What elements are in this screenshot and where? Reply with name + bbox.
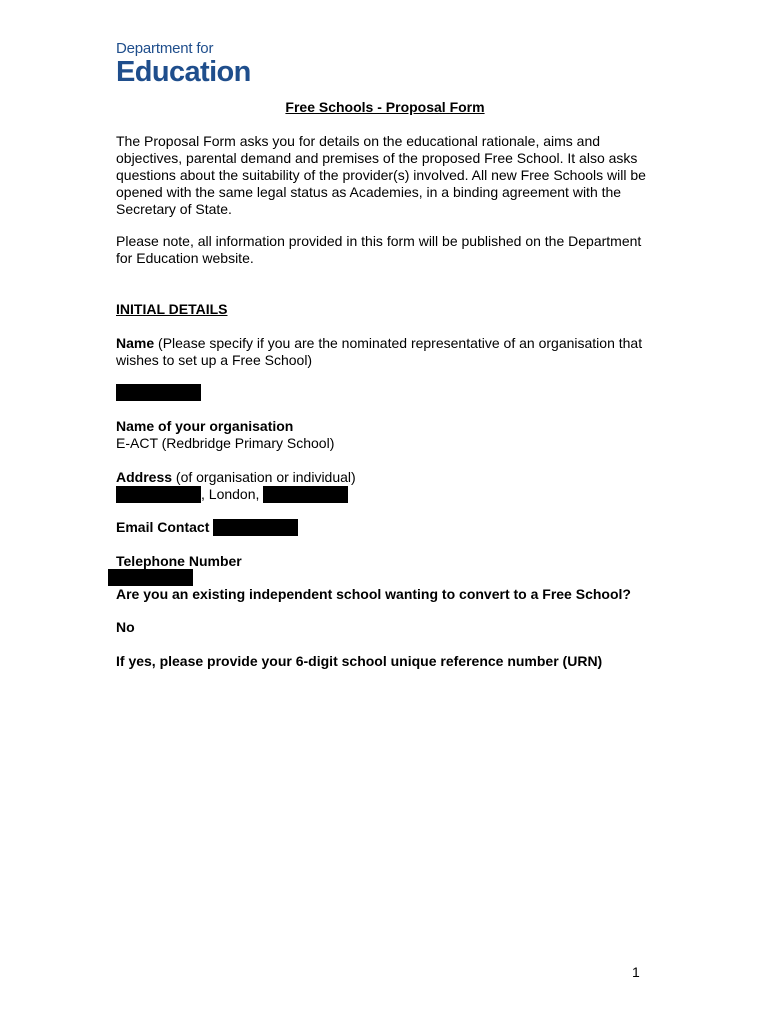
address-middle: , London, [201, 486, 264, 502]
page-number: 1 [632, 964, 640, 980]
redaction-address-1 [116, 486, 201, 503]
independent-question: Are you an existing independent school wanting to convert to a Free School? [116, 586, 631, 602]
dfe-logo [116, 40, 251, 87]
address-value [116, 486, 661, 503]
name-label: Name [116, 335, 155, 351]
redaction-phone [108, 569, 193, 586]
section-heading: INITIAL DETAILS [116, 301, 228, 317]
redaction-name [116, 384, 201, 401]
redaction-address-2 [263, 486, 348, 503]
email-label: Email Contact [116, 519, 210, 535]
intro-paragraph-1: The Proposal Form asks you for details on the educational rationale, aims and objectives, parental demand and premises of the proposed Free School. It also asks questions about the suitability of the provider(s) involved. All new Free Schools will be opened with the same legal status as Academies, in a binding agreement with the Secretary of State. [116, 133, 646, 217]
email-question [116, 519, 661, 536]
address-note: (of organisation or individual) [172, 469, 356, 485]
phone-label: Telephone Number [116, 553, 242, 569]
page-title: Free Schools - Proposal Form [285, 99, 485, 115]
address-question [116, 469, 661, 486]
logo-line2: Education [116, 56, 251, 88]
urn-question: If yes, please provide your 6-digit school unique reference number (URN) [116, 653, 603, 669]
name-question [116, 335, 661, 369]
name-note: (Please specify if you are the nominated representative of an organisation that wishes to set up a Free School) [116, 335, 643, 368]
org-value: E-ACT (Redbridge Primary School) [116, 435, 335, 451]
org-label: Name of your organisation [116, 418, 294, 434]
intro-paragraph-2: Please note, all information provided in this form will be published on the Department for Education website. [116, 233, 642, 266]
redaction-email [213, 519, 298, 536]
independent-answer: No [116, 619, 135, 635]
address-label: Address [116, 469, 173, 485]
logo-line1: Department for [116, 40, 214, 57]
